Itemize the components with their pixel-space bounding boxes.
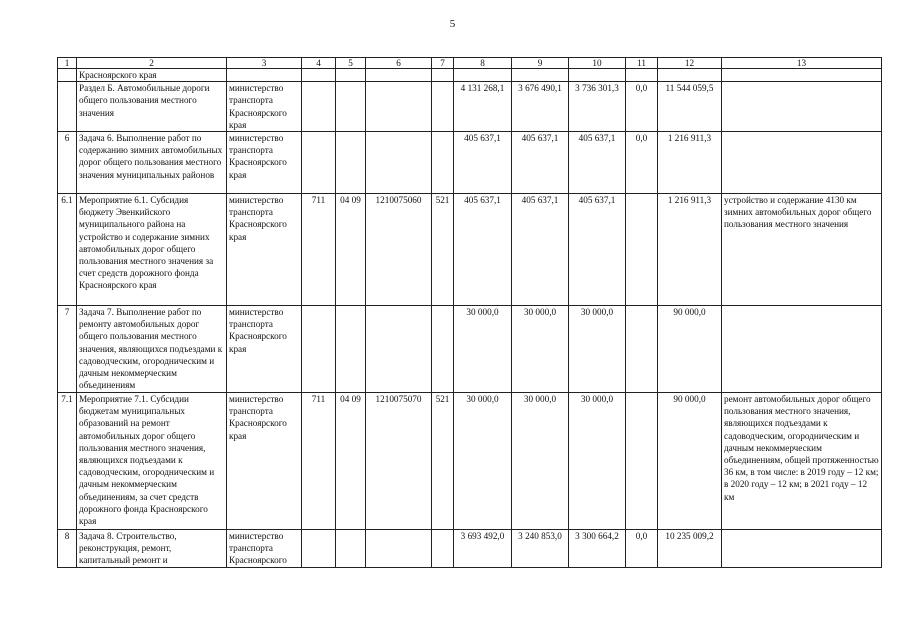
row-csr: 1210075070	[366, 393, 432, 530]
row-2019: 405 637,1	[454, 194, 512, 306]
row-2019: 30 000,0	[454, 393, 512, 530]
column-header: 13	[722, 58, 882, 69]
row-rzpr	[336, 530, 366, 568]
row-executor: министерство транспорта Красноярского края	[227, 194, 302, 306]
table-row	[58, 393, 882, 530]
row-name: Красноярского края	[77, 69, 227, 82]
row-2020: 30 000,0	[512, 306, 569, 393]
row-vr	[432, 530, 454, 568]
column-header: 9	[512, 58, 569, 69]
table-row	[58, 69, 882, 82]
row-rzpr: 04 09	[336, 194, 366, 306]
row-2021: 30 000,0	[569, 393, 626, 530]
row-result: устройство и содержание 4130 км зимних автомобильных дорог общего пользования местного значения	[722, 194, 882, 306]
column-header: 5	[336, 58, 366, 69]
column-header: 11	[626, 58, 658, 69]
row-executor: министерство транспорта Красноярского края	[227, 132, 302, 194]
row-2021: 405 637,1	[569, 194, 626, 306]
row-total: 90 000,0	[658, 393, 722, 530]
row-col11	[626, 306, 658, 393]
column-header: 8	[454, 58, 512, 69]
row-col11: 0,0	[626, 132, 658, 194]
table-row	[58, 306, 882, 393]
row-vr: 521	[432, 393, 454, 530]
row-total: 10 235 009,2	[658, 530, 722, 568]
row-result	[722, 530, 882, 568]
row-rzpr	[336, 306, 366, 393]
row-number: 8	[58, 530, 77, 568]
row-2021: 30 000,0	[569, 306, 626, 393]
column-header: 12	[658, 58, 722, 69]
row-executor: министерство транспорта Красноярского края	[227, 306, 302, 393]
row-vr	[432, 69, 454, 82]
row-number: 6	[58, 132, 77, 194]
row-total: 11 544 059,5	[658, 82, 722, 132]
row-2020: 3 240 853,0	[512, 530, 569, 568]
column-header: 4	[302, 58, 336, 69]
row-result	[722, 82, 882, 132]
column-header: 7	[432, 58, 454, 69]
row-col11	[626, 393, 658, 530]
row-csr	[366, 69, 432, 82]
row-result	[722, 132, 882, 194]
row-rzpr	[336, 132, 366, 194]
row-2021	[569, 69, 626, 82]
row-grbs	[302, 132, 336, 194]
column-number-row	[58, 58, 882, 69]
row-col11: 0,0	[626, 530, 658, 568]
row-2020: 405 637,1	[512, 194, 569, 306]
row-total: 1 216 911,3	[658, 194, 722, 306]
row-name: Мероприятие 6.1. Субсидия бюджету Эвенкийского муниципального района на устройство и содержание зимних автомобильных дорог общего пользования местного значения за счет средств дорожного фонда Красноярского края	[77, 194, 227, 306]
table-row	[58, 82, 882, 132]
row-csr	[366, 82, 432, 132]
column-header: 10	[569, 58, 626, 69]
table-row	[58, 194, 882, 306]
row-2021: 3 736 301,3	[569, 82, 626, 132]
row-2020: 3 676 490,1	[512, 82, 569, 132]
row-rzpr	[336, 82, 366, 132]
row-col11	[626, 69, 658, 82]
table-row	[58, 132, 882, 194]
row-vr: 521	[432, 194, 454, 306]
row-result	[722, 69, 882, 82]
row-name: Мероприятие 7.1. Субсидии бюджетам муниципальных образований на ремонт автомобильных дорог общего пользования местного значения, являющихся подъездами к садоводческим, огородническим и дачным некоммерческим объединениям, за счет средств дорожного фонда Красноярского края	[77, 393, 227, 530]
row-total: 1 216 911,3	[658, 132, 722, 194]
row-2021: 405 637,1	[569, 132, 626, 194]
column-header: 6	[366, 58, 432, 69]
row-csr	[366, 132, 432, 194]
row-name: Задача 7. Выполнение работ по ремонту автомобильных дорог общего пользования местного значения, являющихся подъездами к садоводческим, огородническим и дачным некоммерческим объединениям	[77, 306, 227, 393]
row-name: Задача 6. Выполнение работ по содержанию зимних автомобильных дорог общего пользования местного значения муниципальных районов	[77, 132, 227, 194]
row-csr	[366, 306, 432, 393]
row-2019: 30 000,0	[454, 306, 512, 393]
row-2020	[512, 69, 569, 82]
row-grbs	[302, 82, 336, 132]
row-col11	[626, 194, 658, 306]
row-2019: 3 693 492,0	[454, 530, 512, 568]
row-grbs	[302, 530, 336, 568]
row-2020: 30 000,0	[512, 393, 569, 530]
row-2019: 405 637,1	[454, 132, 512, 194]
row-number	[58, 69, 77, 82]
row-total: 90 000,0	[658, 306, 722, 393]
row-rzpr	[336, 69, 366, 82]
row-vr	[432, 306, 454, 393]
row-result	[722, 306, 882, 393]
row-grbs: 711	[302, 194, 336, 306]
program-activities-table	[57, 57, 882, 568]
row-executor: министерство транспорта Красноярского края	[227, 82, 302, 132]
row-executor	[227, 69, 302, 82]
row-executor: министерство транспорта Красноярского	[227, 530, 302, 568]
page-number: 5	[449, 18, 456, 30]
row-2020: 405 637,1	[512, 132, 569, 194]
row-2021: 3 300 664,2	[569, 530, 626, 568]
column-header: 2	[77, 58, 227, 69]
row-grbs: 711	[302, 393, 336, 530]
row-2019: 4 131 268,1	[454, 82, 512, 132]
row-grbs	[302, 306, 336, 393]
row-number: 7	[58, 306, 77, 393]
row-vr	[432, 82, 454, 132]
row-vr	[432, 132, 454, 194]
row-executor: министерство транспорта Красноярского края	[227, 393, 302, 530]
row-total	[658, 69, 722, 82]
row-name: Задача 8. Строительство, реконструкция, ремонт, капитальный ремонт и	[77, 530, 227, 568]
row-grbs	[302, 69, 336, 82]
row-csr	[366, 530, 432, 568]
row-number	[58, 82, 77, 132]
row-rzpr: 04 09	[336, 393, 366, 530]
column-header: 1	[58, 58, 77, 69]
row-number: 7.1	[58, 393, 77, 530]
row-result: ремонт автомобильных дорог общего пользования местного значения, являющихся подъездами к садоводческим, огородническим и дачным некоммерческим объединениям, общей протяженностью 36 км, в том числе: в 2019 году – 12 км; в 2020 году – 12 км; в 2021 году – 12 км	[722, 393, 882, 530]
row-number: 6.1	[58, 194, 77, 306]
row-2019	[454, 69, 512, 82]
table-row	[58, 530, 882, 568]
row-name: Раздел Б. Автомобильные дороги общего пользования местного значения	[77, 82, 227, 132]
row-csr: 1210075060	[366, 194, 432, 306]
column-header: 3	[227, 58, 302, 69]
row-col11: 0,0	[626, 82, 658, 132]
